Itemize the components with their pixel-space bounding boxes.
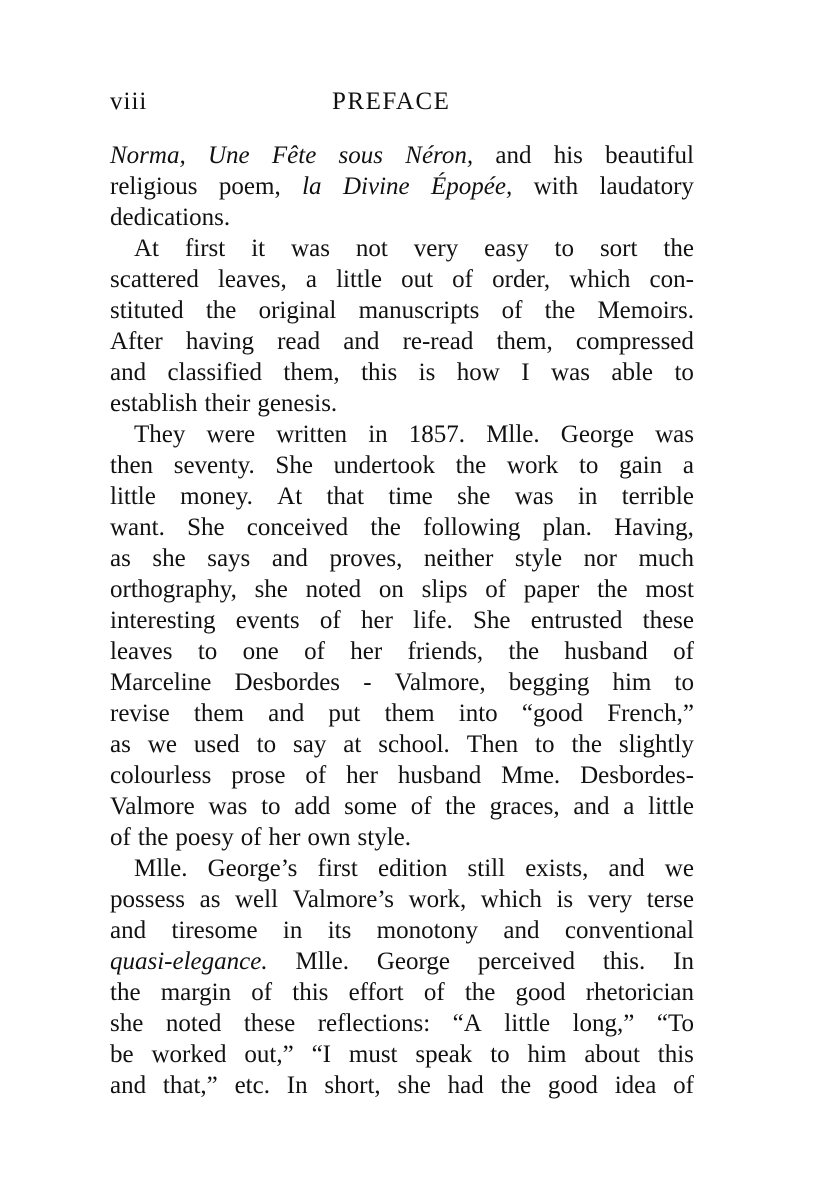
word: of [305,762,327,789]
word: a [682,452,694,479]
word: to [554,235,574,262]
word: put [328,700,361,727]
word: to [256,731,277,758]
word: very [587,886,633,913]
word: want. [110,514,165,541]
word: George [376,948,450,975]
word: had [447,1072,484,1099]
word: Mlle. [295,948,349,975]
word: “A [452,1010,482,1037]
word: Marceline [110,669,212,696]
word: them [193,700,244,727]
word: this [361,359,398,386]
text-line [110,450,694,481]
text-line [110,388,694,419]
word: terse [646,886,694,913]
word: to [197,638,218,665]
word: slips [421,576,468,603]
word: French,” [607,700,694,727]
word: of [240,824,262,851]
word: After [110,328,163,355]
word: this [292,979,329,1006]
word: and [573,793,610,820]
word: la [302,173,322,200]
word: say [293,731,327,758]
word: prose [231,762,286,789]
word: little [336,266,382,293]
word: paper [523,576,580,603]
word: colourless [110,762,212,789]
word: we [664,855,694,882]
text-line [110,326,694,357]
word: very [413,235,459,262]
word: leaves, [217,266,287,293]
text-line [110,171,694,202]
word: gain [619,452,663,479]
page-number: viii [110,88,148,115]
word: much [638,545,694,572]
word: we [147,731,177,758]
word: life. [413,607,453,634]
word: good [547,1072,598,1099]
word: in [577,483,598,510]
word: Desbordes [234,669,341,696]
word: husband [397,762,482,789]
text-line [110,822,694,853]
word: 1857. [408,421,466,448]
word: them, [283,359,340,386]
word: she [110,1010,144,1037]
word: work [506,452,559,479]
word: as [199,886,221,913]
word: a [305,266,317,293]
word: Valmore’s [292,886,394,913]
word: she [457,483,491,510]
word: Épopée, [431,173,513,200]
word: good [515,979,566,1006]
word: She [472,607,511,634]
word: to [490,1041,510,1068]
word: quasi-elegance. [110,948,268,975]
word: of [452,266,473,293]
text-line [110,946,694,977]
word: as [110,545,131,572]
word: them, [496,328,553,355]
word: and [343,328,380,355]
word: undertook [333,452,435,479]
word: easy [484,235,529,262]
word: perceived [477,948,576,975]
text-line [110,915,694,946]
word: and [271,545,308,572]
text-line [110,543,694,574]
word: conventional [564,917,694,944]
word: first [317,855,358,882]
word: her [350,638,383,665]
word: - [363,669,372,696]
word: Valmore, [394,669,486,696]
word: of [485,576,507,603]
word: entrusted [530,607,623,634]
word: were [206,421,256,448]
word: most [645,576,694,603]
text-line [110,1008,694,1039]
text-line [110,791,694,822]
word: laudatory [599,173,694,200]
word: about [584,1041,640,1068]
text-line [110,481,694,512]
word: and [110,359,147,386]
word: her [346,762,378,789]
word: its [327,917,352,944]
word: of [319,607,341,634]
word: Fête [271,142,317,169]
text-line [110,605,694,636]
word: edition [377,855,448,882]
text-line [110,1070,694,1101]
word: able [611,359,654,386]
text-line [110,419,694,450]
word: the [464,979,496,1006]
word: revise [110,700,170,727]
word: manuscripts [358,297,480,324]
word: one [242,638,279,665]
word: etc. [234,1072,270,1099]
body-text [110,140,694,1101]
word: the [445,793,476,820]
word: her [268,824,301,851]
word: which [480,886,542,913]
word: was [208,793,248,820]
word: idea [614,1072,657,1099]
word: neither [423,545,494,572]
word: she [397,1072,431,1099]
word: friends, [407,638,484,665]
word: these [642,607,694,634]
word: of [110,824,131,851]
word: speak [415,1041,473,1068]
word: to [535,731,555,758]
word: of [304,638,325,665]
word: George [560,421,634,448]
word: she [152,545,186,572]
word: of [251,979,273,1006]
word: must [348,1041,398,1068]
word: She [275,452,313,479]
word: little [110,483,156,510]
word: short, [324,1072,381,1099]
word: original [258,297,337,324]
word: genesis. [257,390,338,417]
text-line [110,760,694,791]
word: to [578,452,599,479]
word: compressed [575,328,694,355]
word: and [495,142,532,169]
word: the [370,514,401,541]
word: Then [466,731,519,758]
word: to [674,359,694,386]
word: Divine [342,173,410,200]
word: on [378,576,404,603]
word: the [544,297,576,324]
word: Having, [614,514,694,541]
word: was [291,235,330,262]
word: be [110,1041,134,1068]
word: the [663,235,694,262]
word: first [184,235,226,262]
word: and [503,917,540,944]
word: how [456,359,500,386]
text-line [110,698,694,729]
word: the [455,452,487,479]
word: out,” [244,1041,294,1068]
word: him [612,669,652,696]
word: school. [378,731,450,758]
text-line [110,512,694,543]
word: is [418,359,436,386]
word: leaves [110,638,173,665]
word: which [569,266,631,293]
word: written [276,421,348,448]
word: was [655,421,694,448]
word: sort [599,235,638,262]
word: stituted [110,297,184,324]
word: beautiful [605,142,694,169]
word: of [501,297,523,324]
word: sous [338,142,384,169]
word: read [277,328,321,355]
word: the [500,1072,532,1099]
text-line [110,140,694,171]
page-header [110,88,694,118]
word: was [514,483,554,510]
text-line [110,233,694,264]
word: terrible [621,483,694,510]
word: is [556,886,574,913]
word: Néron, [405,142,474,169]
word: then [110,452,154,479]
word: At [277,483,303,510]
word: and [110,917,147,944]
word: dedications. [110,204,231,231]
word: having [185,328,254,355]
text-line [110,264,694,295]
word: it [251,235,266,262]
word: proves, [329,545,403,572]
word: says [207,545,251,572]
word: was [551,359,590,386]
word: them [384,700,435,727]
text-line [110,202,694,233]
word: his [553,142,583,169]
word: their [204,390,251,417]
word: At [134,235,159,262]
word: and [268,700,305,727]
word: him [527,1041,567,1068]
text-line [110,729,694,760]
word: scattered [110,266,199,293]
word: George’s [207,855,298,882]
word: well [235,886,279,913]
word: In [673,948,694,975]
word: interesting [110,607,216,634]
word: They [134,421,186,448]
word: poesy [175,824,234,851]
word: this. [602,948,646,975]
word: the [110,979,141,1006]
word: order, [492,266,551,293]
word: She [187,514,225,541]
word: re-read [402,328,474,355]
text-line [110,295,694,326]
running-head: PREFACE [332,88,451,115]
word: classified [167,359,262,386]
word: little [648,793,694,820]
word: little [504,1010,551,1037]
word: Valmore [110,793,195,820]
word: “I [311,1041,331,1068]
word: long,” [572,1010,635,1037]
word: the [205,297,237,324]
word: “To [656,1010,694,1037]
word: graces, [489,793,560,820]
text-line [110,884,694,915]
word: worked [151,1041,227,1068]
word: poem, [218,173,281,200]
word: I [521,359,530,386]
word: slightly [618,731,694,758]
word: “good [521,700,583,727]
word: effort [348,979,404,1006]
word: this [657,1041,694,1068]
word: Mlle. [134,855,188,882]
word: plan. [542,514,592,541]
text-line [110,667,694,698]
word: to [261,793,281,820]
word: still [467,855,506,882]
text-line [110,1039,694,1070]
word: Desbordes- [580,762,694,789]
word: margin [160,979,232,1006]
word: that,” [162,1072,218,1099]
word: establish [110,390,198,417]
word: of [673,1072,694,1099]
word: as [110,731,131,758]
word: con- [649,266,694,293]
word: In [286,1072,308,1099]
word: and [110,1072,147,1099]
word: the [597,576,628,603]
word: exists, [525,855,589,882]
word: Mlle. [486,421,540,448]
word: rhetorician [585,979,694,1006]
text-line [110,574,694,605]
word: not [355,235,388,262]
word: begging [508,669,590,696]
word: into [458,700,498,727]
word: own [307,824,351,851]
word: some [344,793,397,820]
word: money. [180,483,253,510]
word: the [571,731,602,758]
text-line [110,853,694,884]
word: her [360,607,393,634]
word: Norma, [110,142,186,169]
word: these [243,1010,296,1037]
word: of [410,793,432,820]
word: at [343,731,362,758]
word: out [401,266,434,293]
word: following [423,514,521,541]
word: the [508,638,540,665]
word: Memoirs. [597,297,694,324]
word: nor [583,545,617,572]
word: in [368,421,388,448]
word: of [423,979,445,1006]
word: style [514,545,563,572]
word: possess [110,886,186,913]
word: add [294,793,331,820]
word: reflections: [317,1010,431,1037]
word: a [623,793,635,820]
word: husband [564,638,648,665]
word: Mme. [501,762,561,789]
word: the [137,824,169,851]
word: conceived [246,514,349,541]
word: and [608,855,645,882]
word: seventy. [173,452,255,479]
word: of [673,638,694,665]
word: work, [408,886,467,913]
word: used [193,731,240,758]
text-line [110,357,694,388]
word: events [235,607,300,634]
word: religious [110,173,198,200]
word: Une [207,142,250,169]
word: she [254,576,288,603]
text-line [110,977,694,1008]
text-line [110,636,694,667]
word: noted [165,1010,222,1037]
word: with [533,173,579,200]
word: in [282,917,303,944]
word: noted [305,576,362,603]
word: time [388,483,433,510]
word: that [326,483,364,510]
word: tiresome [171,917,258,944]
word: to [674,669,694,696]
word: monotony [376,917,479,944]
word: style. [357,824,411,851]
word: orthography, [110,576,237,603]
